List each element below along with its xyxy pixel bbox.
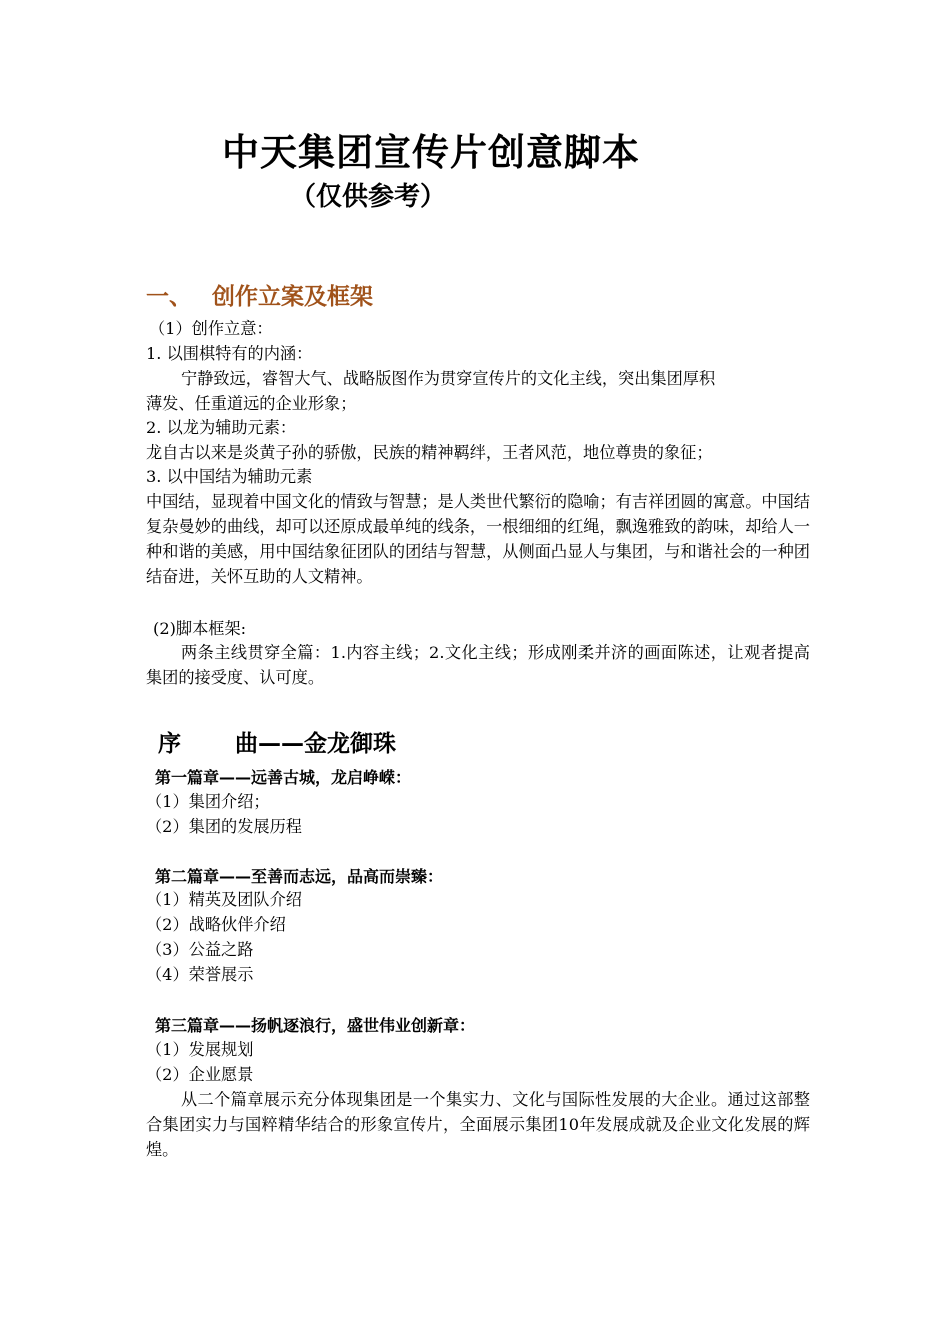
chapter-1-title: 第一篇章——远善古城，龙启峥嵘： (155, 768, 412, 787)
chapter-3-item: （2）企业愿景 (146, 1065, 254, 1084)
chapter-2-item: （4）荣誉展示 (146, 965, 254, 984)
chapter-2-title: 第二篇章——至善而志远，品高而崇臻： (155, 867, 444, 886)
framework-label: (2)脚本框架: (153, 619, 247, 638)
concept-item-3: 3. 以中国结为辅助元素 (146, 467, 313, 486)
concept-item-1-text-line1: 宁静致远，睿智大气、战略版图作为贯穿宣传片的文化主线，突出集团厚积 (181, 369, 716, 388)
concept-item-3-text: 中国结，显现着中国文化的情致与智慧；是人类世代繁衍的隐喻；有吉祥团圆的寓意。中国结复杂曼妙的曲线，却可以还原成最单纯的线条，一根细细的红绳，飘逸雅致的韵味，却给人一种和谐的美感，用中国结象征团队的团结与智慧，从侧面凸显人与集团，与和谐社会的一种团结奋进，关怀互助的人文精神。 (146, 492, 810, 586)
chapter-3-item: （1）发展规划 (146, 1040, 254, 1059)
chapter-2-item: （3）公益之路 (146, 940, 254, 959)
chapter-2-item: （2）战略伙伴介绍 (146, 915, 286, 934)
section-title: 创作立案及框架 (212, 284, 373, 310)
concept-item-2: 2. 以龙为辅助元素： (146, 418, 297, 437)
chapter-1-item: （2）集团的发展历程 (146, 817, 302, 836)
prelude-label: 序 (158, 731, 181, 757)
document-title: 中天集团宣传片创意脚本 (222, 131, 640, 174)
concept-item-2-text: 龙自古以来是炎黄子孙的骄傲，民族的精神羁绊，王者风范，地位尊贵的象征； (146, 443, 713, 462)
chapter-2-item: （1）精英及团队介绍 (146, 890, 302, 909)
concept-item-1: 1. 以围棋特有的内涵： (146, 344, 313, 363)
section-heading (146, 278, 373, 311)
closing-paragraph: 从二个篇章展示充分体现集团是一个集实力、文化与国际性发展的大企业。通过这部整合集团实力与国粹精华结合的形象宣传片，全面展示集团10年发展成就及企业文化发展的辉煌。 (146, 1090, 810, 1159)
concept-item-1-text-line2: 薄发、任重道远的企业形象； (146, 394, 357, 413)
chapter-1-item: （1）集团介绍； (146, 792, 270, 811)
chapter-3-title: 第三篇章——扬帆逐浪行，盛世伟业创新章： (155, 1016, 476, 1035)
document-subtitle: （仅供参考） (290, 182, 447, 212)
prelude-heading (158, 725, 396, 758)
section-number: 一、 (146, 284, 192, 310)
concept-label: （1）创作立意： (149, 319, 273, 338)
prelude-title: 曲——金龙御珠 (235, 731, 396, 757)
framework-text: 两条主线贯穿全篇：1.内容主线；2.文化主线；形成刚柔并济的画面陈述，让观者提高集团的接受度、认可度。 (146, 643, 810, 687)
